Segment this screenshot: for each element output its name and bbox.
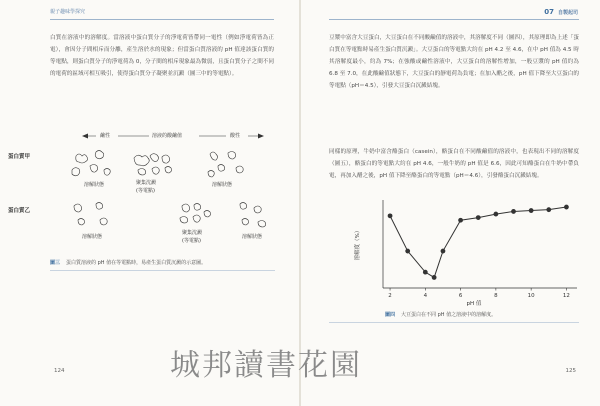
caption-rule-right — [329, 322, 579, 323]
y-axis-title: 溶解度（%） — [355, 227, 361, 261]
state-a-aggregate: 聚集沈澱 — [136, 180, 157, 186]
page-number-right: 125 — [565, 368, 576, 374]
data-point — [458, 218, 463, 223]
figure3-caption — [50, 259, 275, 266]
figure3-caption-text: 蛋白質溶液的 pH 值在等電點時，易產生蛋白質沉澱的示意圖。 — [66, 260, 207, 266]
state-a-dissolved-left: 溶解狀態 — [84, 182, 105, 188]
protein-b-dissolved-right — [240, 203, 266, 228]
data-point — [546, 207, 551, 212]
left-body-paragraph: 白質在溶液中的溶解度。當溶液中蛋白質分子的淨電荷皆帶同一電性（例如淨電荷皆為正電），會因分子間相斥而分離，產生溶於水的現象；但當蛋白質溶液的 pH 值達該蛋白質的等電點，則蛋白質分子的淨電荷為 0，分子間的相斥現象最為微弱，且蛋白質分子之間不同的電荷的區域可相互吸引，使得蛋白質分子凝聚並沉澱（圖三中的等電點）。 — [50, 35, 274, 77]
right-body-paragraph-1: 豆漿中富含大豆蛋白，大豆蛋白在不同酸鹼值的溶液中，其溶解度不同（圖四），其原理即為上述「蛋白質在等電點時易產生蛋白質沉澱」。大豆蛋白的等電點大約在 pH 4.2 至 4.6，在中 pH 值為 4.5 時其溶解度最小，約為 7%；在強酸或鹼性溶液中，大豆蛋白的溶解性增加，一般豆漿的 pH 值約為 6.8 至 7.0，在此酸鹼值狀態下，大豆蛋白的靜電荷為負電；在加入醋之後，pH 值下降至大豆蛋白的等電點（pH＝4.5），引發大豆蛋白沉澱結塊。 — [329, 35, 579, 89]
protein-diagram — [4, 126, 284, 246]
ph-arrow-left-head — [82, 134, 88, 139]
state-b-aggregate: 聚集沈澱 — [182, 230, 203, 236]
data-point — [511, 209, 516, 214]
figure3-number: 圖三 — [50, 260, 61, 266]
state-a-isoelectric: (等電點) — [136, 188, 155, 194]
solubility-chart — [345, 196, 585, 306]
chapter-title: 自製起司 — [557, 10, 578, 16]
data-point — [441, 249, 446, 254]
protein-b-dissolved-left — [74, 203, 107, 226]
chapter-number: 07 — [544, 8, 554, 16]
x-tick-label: 12 — [562, 293, 570, 299]
data-point — [388, 213, 393, 218]
x-axis-title: pH 值 — [466, 301, 482, 306]
state-a-dissolved-right: 溶解狀態 — [212, 182, 233, 188]
label-basic: 鹼性 — [100, 133, 111, 139]
watermark-text: 城邦讀書花園 — [170, 348, 362, 383]
label-acidic: 酸性 — [230, 133, 241, 139]
running-head-right — [544, 8, 578, 16]
protein-b-aggregate — [180, 204, 211, 224]
data-point — [476, 215, 481, 220]
protein-a-dissolved-right — [208, 152, 243, 178]
protein-a-aggregate — [134, 154, 172, 175]
running-head-left: 親子趣味學探究 — [50, 9, 86, 15]
state-b-isoelectric: (等電點) — [182, 238, 201, 244]
figure4-number: 圖四 — [385, 312, 396, 318]
state-b-dissolved-right: 溶解狀態 — [242, 234, 263, 240]
x-tick-label: 8 — [494, 293, 498, 299]
data-point — [432, 275, 437, 280]
x-tick-label: 2 — [388, 293, 392, 299]
row-label-protein-b: 蛋白質乙 — [8, 208, 31, 214]
data-point — [493, 212, 498, 217]
ph-arrow-right-head — [258, 134, 264, 139]
right-body-paragraph-2: 同樣的原理，牛奶中富含酪蛋白（casein），酪蛋白在不同酸鹼值的溶液中，也表現出不同的溶解度（圖五），酪蛋白的等電點大約在 pH 4.6，一般牛奶的 pH 值是 6.6，因此可知酪蛋白在牛奶中帶負電，再加入醋之後，pH 值下降至酪蛋白的等電點（pH＝4.6），引發酪蛋白沉澱結塊。 — [329, 149, 579, 179]
x-tick-label: 6 — [458, 293, 463, 299]
figure4-caption-text: 大豆蛋白在不同 pH 值之溶液中的溶解度。 — [401, 312, 497, 318]
data-point — [529, 208, 534, 213]
figure4-caption — [385, 311, 585, 318]
state-b-dissolved-left: 溶解狀態 — [82, 234, 103, 240]
row-label-protein-a: 蛋白質甲 — [8, 154, 31, 160]
x-tick-label: 4 — [423, 293, 428, 299]
protein-a-dissolved-left — [72, 151, 110, 176]
label-ph-axis: 溶液的酸鹼值 — [152, 133, 183, 139]
data-point — [423, 270, 428, 275]
page-number-left: 124 — [54, 368, 65, 374]
data-point — [564, 205, 569, 210]
data-point — [405, 249, 410, 254]
watermark — [170, 340, 440, 383]
x-tick-label: 10 — [527, 293, 535, 299]
caption-rule-left — [50, 270, 275, 271]
header-rule-left — [50, 19, 274, 20]
header-rule-right — [329, 19, 579, 20]
